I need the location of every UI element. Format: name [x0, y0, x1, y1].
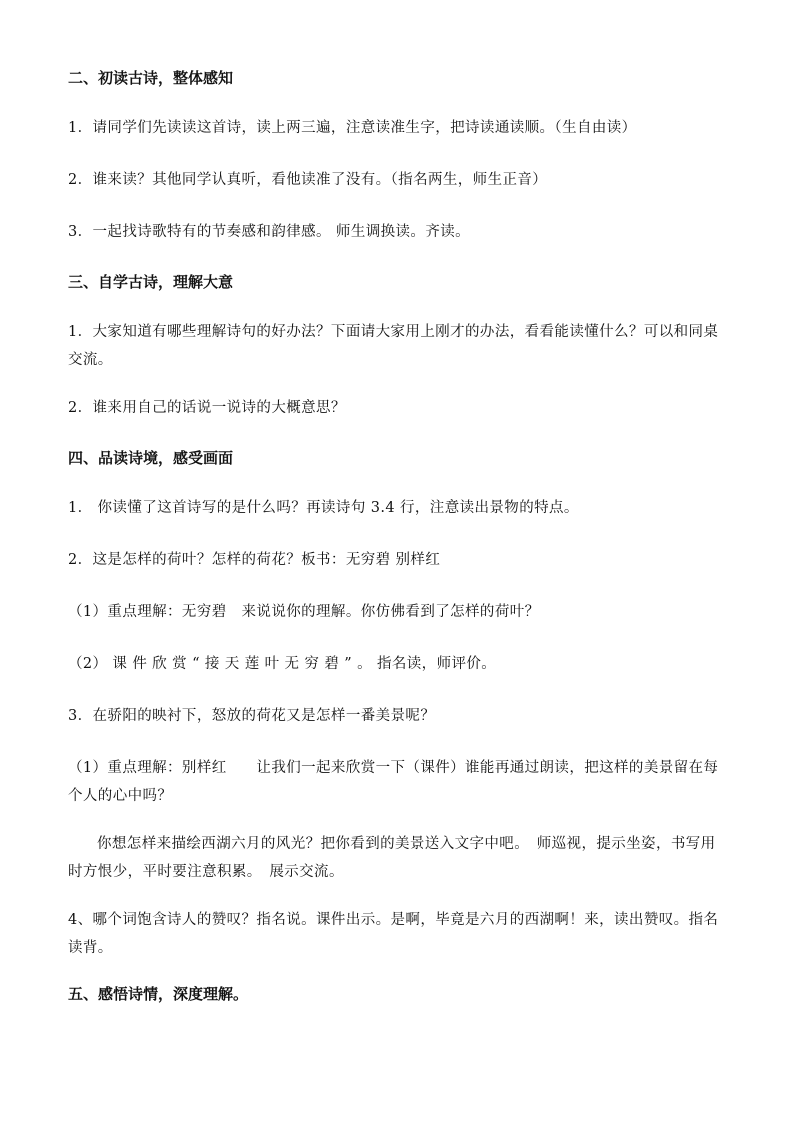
list-item: 2．谁来读？其他同学认真听，看他读准了没有。（指名两生，师生正音） — [68, 172, 548, 188]
list-item: 3．在骄阳的映衬下，怒放的荷花又是怎样一番美景呢？ — [68, 708, 436, 724]
list-item: 2．这是怎样的荷叶？怎样的荷花？板书：无穷碧 别样红 — [68, 552, 441, 568]
list-item: 2．谁来用自己的话说一说诗的大概意思？ — [68, 400, 346, 416]
list-item: 4、哪个词饱含诗人的赞叹？指名说。课件出示。是啊，毕竟是六月的西湖啊！来，读出赞叹。指名读背。 — [68, 912, 719, 956]
section-heading-2: 二、初读古诗，整体感知 — [68, 69, 234, 87]
section-heading-3: 三、自学古诗，理解大意 — [68, 273, 234, 291]
document-body — [68, 66, 728, 1030]
list-item: 1．请同学们先读读这首诗，读上两三遍，注意读准生字，把诗读通读顺。（生自由读） — [68, 120, 637, 136]
list-item: （1）重点理解：无穷碧 来说说你的理解。你仿佛看到了怎样的荷叶？ — [68, 604, 540, 620]
section-heading-5: 五、感悟诗情，深度理解。 — [68, 985, 249, 1003]
list-item: （1）重点理解：别样红 让我们一起来欣赏一下（课件）谁能再通过朗读，把这样的美景留在每个人的心中吗？ — [68, 760, 719, 804]
list-item: 1． 你读懂了这首诗写的是什么吗？再读诗句 3.4 行，注意读出景物的特点。 — [68, 500, 579, 516]
list-item: 你想怎样来描绘西湖六月的风光？把你看到的美景送入文字中吧。 师巡视，提示坐姿，书写用时方恨少，平时要注意积累。 展示交流。 — [68, 836, 716, 880]
list-item: 1．大家知道有哪些理解诗句的好办法？下面请大家用上刚才的办法，看看能读懂什么？可以和同桌交流。 — [68, 324, 719, 368]
section-heading-4: 四、品读诗境，感受画面 — [68, 449, 234, 467]
list-item: 3．一起找诗歌特有的节奏感和韵律感。 师生调换读。齐读。 — [68, 224, 471, 240]
list-item: （2） 课 件 欣 赏 “ 接 天 莲 叶 无 穷 碧 ” 。 指名读，师评价。 — [68, 656, 497, 672]
